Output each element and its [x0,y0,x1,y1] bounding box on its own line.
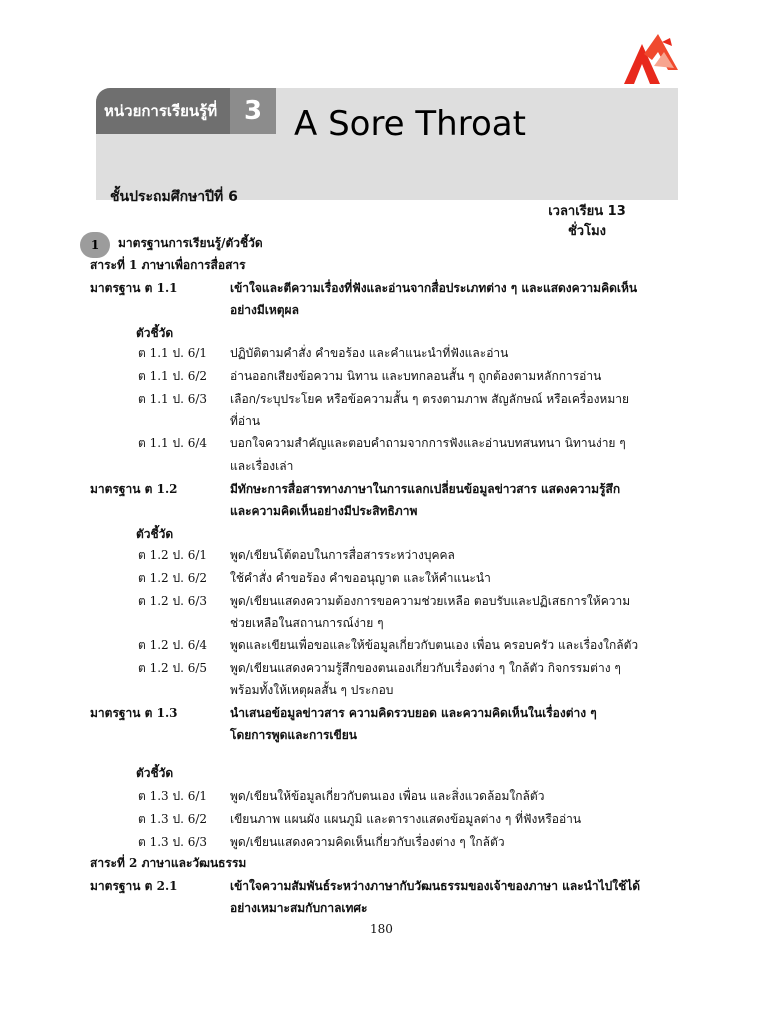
standard-text: เข้าใจและตีความเรื่องที่ฟังและอ่านจากสื่อประเภทต่าง ๆ และแสดงความคิดเห็น [230,281,638,295]
strand-heading: สาระที่ 2 ภาษาและวัฒนธรรม [90,856,247,870]
study-hours-box [521,200,653,246]
strand-heading: สาระที่ 1 ภาษาเพื่อการสื่อสาร [90,258,246,272]
indicator-text: อ่านออกเสียงข้อความ นิทาน และบทกลอนสั้น ๆ ถูกต้องตามหลักการอ่าน [230,369,602,383]
page-number: 180 [370,922,393,936]
indicator-code: ต 1.2 ป. 6/4 [138,638,208,652]
indicator-text: พูดและเขียนเพื่อขอและให้ข้อมูลเกี่ยวกับตนเอง เพื่อน ครอบครัว และเรื่องใกล้ตัว [230,638,639,652]
study-hours-unit: ชั่วโมง [567,224,607,239]
unit-number: 3 [230,88,276,134]
indicator-code: ต 1.2 ป. 6/3 [138,594,208,608]
standard-text: มีทักษะการสื่อสารทางภาษาในการแลกเปลี่ยนข้อมูลข่าวสาร แสดงความรู้สึก [230,482,621,496]
standard-text: โดยการพูดและการเขียน [230,728,357,742]
indicator-text: ใช้คำสั่ง คำขอร้อง คำขออนุญาต และให้คำแนะนำ [230,571,491,585]
indicator-text: พูด/เขียนแสดงความรู้สึกของตนเองเกี่ยวกับเรื่องต่าง ๆ ใกล้ตัว กิจกรรมต่าง ๆ [230,661,621,675]
indicator-text: และเรื่องเล่า [230,459,294,473]
standard-label: มาตรฐาน ต 1.1 [90,281,178,295]
indicators-heading: ตัวชี้วัด [136,766,174,780]
section-title: มาตรฐานการเรียนรู้/ตัวชี้วัด [118,236,263,250]
indicator-code: ต 1.3 ป. 6/2 [138,812,208,826]
indicator-code: ต 1.1 ป. 6/3 [138,392,208,406]
standard-text: อย่างเหมาะสมกับกาลเทศะ [230,901,368,915]
section-number: 1 [80,232,110,258]
indicator-code: ต 1.3 ป. 6/3 [138,835,208,849]
unit-label: หน่วยการเรียนรู้ที่ [96,88,230,134]
indicator-code: ต 1.1 ป. 6/4 [138,436,208,450]
publisher-logo [624,34,678,84]
indicators-heading: ตัวชี้วัด [136,326,174,340]
indicator-text: ช่วยเหลือในสถานการณ์ง่าย ๆ [230,616,384,630]
standard-label: มาตรฐาน ต 1.2 [90,482,178,496]
indicator-text: ปฏิบัติตามคำสั่ง คำขอร้อง และคำแนะนำที่ฟังและอ่าน [230,346,509,360]
indicator-text: พูด/เขียนแสดงความต้องการขอความช่วยเหลือ ตอบรับและปฏิเสธการให้ความ [230,594,631,608]
standard-text: และความคิดเห็นอย่างมีประสิทธิภาพ [230,504,418,518]
indicator-text: พร้อมทั้งให้เหตุผลสั้น ๆ ประกอบ [230,683,394,697]
page-title: A Sore Throat [294,104,526,144]
indicator-text: พูด/เขียนแสดงความคิดเห็นเกี่ยวกับเรื่องต่าง ๆ ใกล้ตัว [230,835,505,849]
standard-label: มาตรฐาน ต 1.3 [90,706,178,720]
study-hours: เวลาเรียน 13 [548,204,626,219]
standard-label: มาตรฐาน ต 2.1 [90,879,178,893]
indicator-code: ต 1.1 ป. 6/1 [138,346,208,360]
indicator-code: ต 1.1 ป. 6/2 [138,369,208,383]
indicator-text: บอกใจความสำคัญและตอบคำถามจากการฟังและอ่านบทสนทนา นิทานง่าย ๆ [230,436,626,450]
indicator-code: ต 1.3 ป. 6/1 [138,789,208,803]
standard-text: อย่างมีเหตุผล [230,303,299,317]
grade-level: ชั้นประถมศึกษาปีที่ 6 [110,189,238,205]
indicator-code: ต 1.2 ป. 6/2 [138,571,208,585]
indicator-code: ต 1.2 ป. 6/1 [138,548,208,562]
indicator-text: เขียนภาพ แผนผัง แผนภูมิ และตารางแสดงข้อมูลต่าง ๆ ที่ฟังหรืออ่าน [230,812,582,826]
indicator-text: ที่อ่าน [230,414,261,428]
indicators-heading: ตัวชี้วัด [136,527,174,541]
standard-text: เข้าใจความสัมพันธ์ระหว่างภาษากับวัฒนธรรมของเจ้าของภาษา และนำไปใช้ได้ [230,879,641,893]
indicator-text: พูด/เขียนโต้ตอบในการสื่อสารระหว่างบุคคล [230,548,455,562]
indicator-code: ต 1.2 ป. 6/5 [138,661,208,675]
standard-text: นำเสนอข้อมูลข่าวสาร ความคิดรวบยอด และความคิดเห็นในเรื่องต่าง ๆ [230,706,597,720]
indicator-text: พูด/เขียนให้ข้อมูลเกี่ยวกับตนเอง เพื่อน และสิ่งแวดล้อมใกล้ตัว [230,789,545,803]
indicator-text: เลือก/ระบุประโยค หรือข้อความสั้น ๆ ตรงตามภาพ สัญลักษณ์ หรือเครื่องหมาย [230,392,630,406]
